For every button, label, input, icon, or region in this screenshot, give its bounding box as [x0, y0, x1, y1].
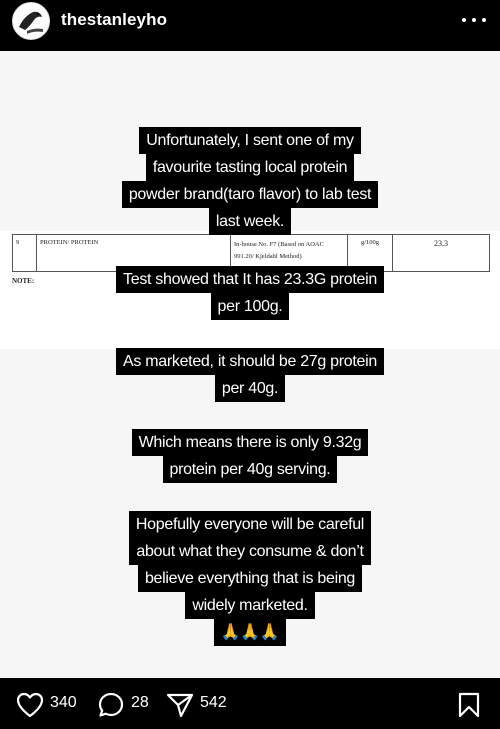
report-note: NOTE:: [12, 277, 35, 285]
caption-line: Test showed that It has 23.3G protein: [116, 266, 384, 293]
caption-calculation: [0, 429, 500, 483]
likes-count[interactable]: 340: [50, 694, 77, 711]
avatar-illustration-icon: [13, 3, 49, 39]
caption-marketed: [0, 348, 500, 402]
bookmark-icon[interactable]: [458, 692, 480, 718]
caption-line: powder brand(taro flavor) to lab test: [122, 181, 378, 208]
caption-line: Which means there is only 9.32g: [132, 429, 369, 456]
caption-line: As marketed, it should be 27g protein: [116, 348, 384, 375]
share-send-icon[interactable]: [166, 692, 194, 718]
report-unit: g/100g: [348, 235, 393, 271]
caption-line: believe everything that is being: [138, 565, 362, 592]
caption-line: protein per 40g serving.: [163, 456, 338, 483]
heart-icon[interactable]: [16, 692, 44, 718]
caption-line: last week.: [209, 208, 291, 235]
username[interactable]: thestanleyho: [61, 10, 168, 29]
post-media: [0, 51, 500, 678]
post-header: [0, 0, 500, 48]
caption-line: about what they consume & don’t: [129, 538, 370, 565]
report-result: 23.3: [434, 239, 448, 248]
report-parameter: PROTEIN/ PROTEIN: [37, 235, 231, 271]
caption-test-result: [0, 266, 500, 320]
caption-line: Unfortunately, I sent one of my: [139, 127, 360, 154]
caption-conclusion: [0, 511, 500, 646]
caption-line: per 100g.: [211, 293, 290, 320]
shares-count[interactable]: 542: [200, 694, 227, 711]
caption-line: per 40g.: [215, 375, 285, 402]
report-row-number: 9: [13, 235, 37, 271]
caption-intro: [0, 127, 500, 235]
caption-line: widely marketed.: [185, 592, 314, 619]
avatar[interactable]: [12, 2, 50, 40]
report-method-line2: 991.20/ Kjeldahl Method): [234, 253, 302, 260]
post-actions-bar: [0, 678, 500, 729]
more-options-icon[interactable]: [462, 16, 486, 24]
comments-count[interactable]: 28: [131, 694, 149, 711]
praying-hands-emoji: 🙏🙏🙏: [214, 619, 287, 646]
comment-icon[interactable]: [98, 692, 124, 718]
report-method-line1: In-house No. F7 (Based on AOAC: [234, 241, 324, 248]
caption-line: Hopefully everyone will be careful: [129, 511, 371, 538]
caption-line: favourite tasting local protein: [146, 154, 354, 181]
